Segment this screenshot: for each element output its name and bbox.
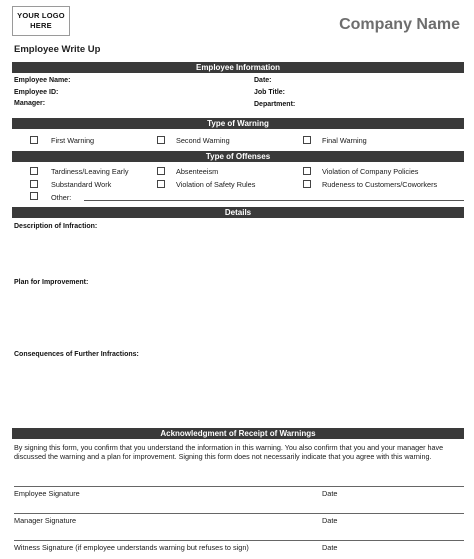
employee-name-field[interactable] [80, 86, 240, 87]
warning-type-header: Type of Warning [12, 118, 464, 129]
final-warning-label: Final Warning [322, 136, 367, 145]
tardiness-checkbox[interactable] [30, 167, 38, 175]
department-label: Department: [254, 101, 296, 108]
description-label: Description of Infraction: [14, 223, 98, 230]
witness-signature-line[interactable] [14, 540, 464, 541]
acknowledgment-text: By signing this form, you confirm that you understand the information in this warning. You also confirm that you and your manager have discussed the warning and a plan for improvement. Signing this form does not necessarily indicate that you agree with this warning. [14, 443, 444, 461]
rudeness-checkbox[interactable] [303, 180, 311, 188]
second-warning-checkbox[interactable] [157, 136, 165, 144]
job-title-label: Job Title: [254, 89, 285, 96]
employee-name-label: Employee Name: [14, 77, 71, 84]
tardiness-label: Tardiness/Leaving Early [51, 167, 129, 176]
absenteeism-label: Absenteeism [176, 167, 219, 176]
policy-violation-label: Violation of Company Policies [322, 167, 419, 176]
employee-signature-date-label: Date [322, 489, 338, 498]
substandard-work-checkbox[interactable] [30, 180, 38, 188]
manager-signature-date-label: Date [322, 516, 338, 525]
other-checkbox[interactable] [30, 192, 38, 200]
offenses-header: Type of Offenses [12, 151, 464, 162]
safety-violation-label: Violation of Safety Rules [176, 180, 256, 189]
first-warning-checkbox[interactable] [30, 136, 38, 144]
witness-signature-label: Witness Signature (if employee understands warning but refuses to sign) [14, 543, 249, 552]
second-warning-label: Second Warning [176, 136, 230, 145]
logo-text: YOUR LOGO HERE [17, 11, 65, 30]
other-label: Other: [51, 193, 72, 202]
details-header: Details [12, 207, 464, 218]
safety-violation-checkbox[interactable] [157, 180, 165, 188]
company-name: Company Name [339, 16, 460, 33]
final-warning-checkbox[interactable] [303, 136, 311, 144]
company-logo-placeholder [12, 6, 70, 36]
date-label: Date: [254, 77, 272, 84]
manager-label: Manager: [14, 100, 46, 107]
form-title: Employee Write Up [14, 44, 101, 55]
employee-id-label: Employee ID: [14, 89, 59, 96]
manager-signature-line[interactable] [14, 513, 464, 514]
witness-signature-date-label: Date [322, 543, 338, 552]
employee-signature-line[interactable] [14, 486, 464, 487]
consequences-label: Consequences of Further Infractions: [14, 351, 139, 358]
employee-signature-label: Employee Signature [14, 489, 80, 498]
policy-violation-checkbox[interactable] [303, 167, 311, 175]
substandard-work-label: Substandard Work [51, 180, 112, 189]
acknowledgment-header: Acknowledgment of Receipt of Warnings [12, 428, 464, 439]
plan-label: Plan for Improvement: [14, 279, 89, 286]
first-warning-label: First Warning [51, 136, 95, 145]
rudeness-label: Rudeness to Customers/Coworkers [322, 180, 438, 189]
other-input-line[interactable] [84, 200, 464, 201]
absenteeism-checkbox[interactable] [157, 167, 165, 175]
manager-signature-label: Manager Signature [14, 516, 77, 525]
employee-info-header: Employee Information [12, 62, 464, 73]
